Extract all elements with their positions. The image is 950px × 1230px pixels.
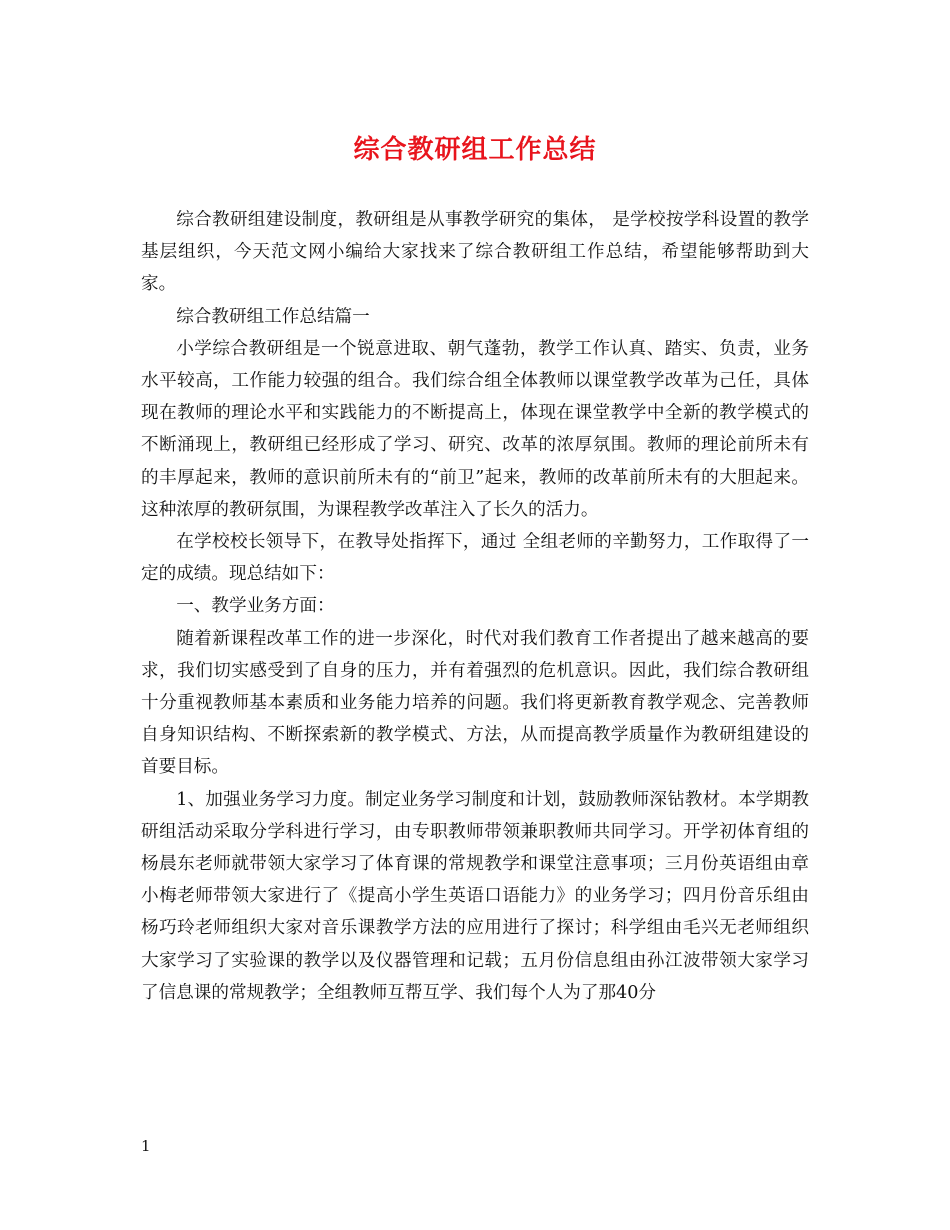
paragraph-study-activities: 1、加强业务学习力度。制定业务学习制度和计划，鼓励教师深钻教材。本学期教研组活动采取分学科进行学习，由专职教师带领兼职教师共同学习。开学初体育组的杨晨东老师就带领大家学习了体育课的常规教学和课堂注意事项；三月份英语组由章小梅老师带领大家进行了《提高小学生英语口语能力》的业务学习；四月份音乐组由杨巧玲老师组织大家对音乐课教学方法的应用进行了探讨；科学组由毛兴无老师组织大家学习了实验课的教学以及仪器管理和记载；五月份信息组由孙江波带领大家学习了信息课的常规教学；全组教师互帮互学、我们每个人为了那40分 — [141, 789, 809, 1003]
document-title: 综合教研组工作总结 — [353, 135, 597, 165]
paragraph-section-heading: 综合教研组工作总结篇一 — [176, 306, 370, 327]
paragraph-intro: 综合教研组建设制度，教研组是从事教学研究的集体， 是学校按学科设置的教学基层组织，今天范文网小编给大家找来了综合教研组工作总结，希望能够帮助到大家。 — [141, 210, 809, 295]
paragraph-subheading-teaching: 一、教学业务方面： — [176, 596, 335, 617]
paragraph-summary-lead: 在学校校长领导下，在教导处指挥下，通过 全组老师的辛勤努力，工作取得了一定的成绩。现总结如下： — [141, 532, 809, 585]
document-body — [141, 204, 809, 1009]
page-number: 1 — [141, 1137, 151, 1155]
paragraph-group-overview: 小学综合教研组是一个锐意进取、朝气蓬勃，教学工作认真、踏实、负责，业务水平较高，工作能力较强的组合。我们综合组全体教师以课堂教学改革为己任，具体现在教师的理论水平和实践能力的不断提高上，体现在课堂教学中全新的教学模式的不断涌现上，教研组已经形成了学习、研究、改革的浓厚氛围。教师的理论前所未有的丰厚起来，教师的意识前所未有的“前卫”起来，教师的改革前所未有的大胆起来。这种浓厚的教研氛围，为课程教学改革注入了长久的活力。 — [141, 338, 809, 520]
paragraph-teaching-requirements: 随着新课程改革工作的进一步深化，时代对我们教育工作者提出了越来越高的要求，我们切实感受到了自身的压力，并有着强烈的危机意识。因此，我们综合教研组十分重视教师基本素质和业务能力培养的问题。我们将更新教育教学观念、完善教师自身知识结构、不断探索新的教学模式、方法，从而提高教学质量作为教研组建设的首要目标。 — [141, 628, 809, 778]
